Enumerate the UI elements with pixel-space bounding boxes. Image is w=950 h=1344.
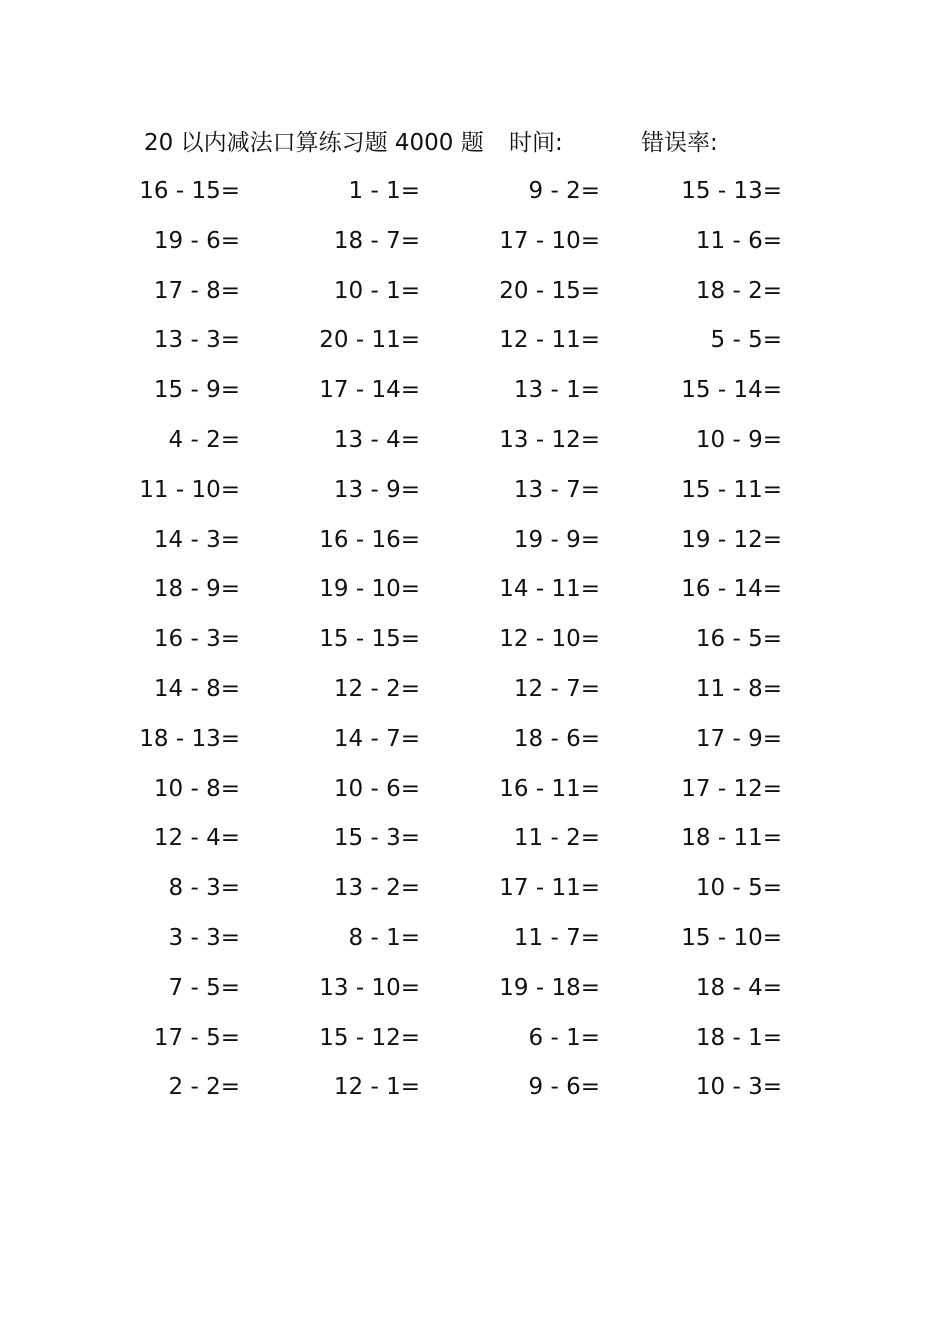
problem-item: 18 - 4= [695,974,782,1001]
problem-item: 3 - 3= [168,924,240,951]
problem-item: 18 - 2= [695,277,782,304]
problem-item: 18 - 1= [695,1024,782,1051]
problem-item: 16 - 3= [153,626,240,653]
problem-item: 17 - 14= [319,377,420,404]
problem-item: 12 - 2= [333,675,420,702]
problem-item: 17 - 5= [153,1024,240,1051]
problem-item: 7 - 5= [168,974,240,1001]
problem-item: 13 - 12= [499,426,600,453]
problem-row [0,224,950,274]
problem-item: 10 - 9= [695,426,782,453]
problem-row [0,1021,950,1071]
problem-item: 16 - 14= [681,576,782,603]
error-rate-label: 错误率: [641,130,718,156]
problem-item: 10 - 5= [695,875,782,902]
problem-item: 13 - 9= [333,476,420,503]
problem-item: 13 - 10= [319,974,420,1001]
problem-item: 16 - 15= [139,178,240,204]
problem-item: 10 - 6= [333,775,420,802]
problem-item: 5 - 5= [710,327,782,354]
problem-row [0,473,950,523]
problem-item: 18 - 7= [333,227,420,254]
problem-item: 14 - 7= [333,725,420,752]
problem-item: 8 - 3= [168,875,240,902]
problem-row [0,423,950,473]
problem-item: 12 - 1= [333,1074,420,1101]
problem-item: 14 - 8= [153,675,240,702]
problem-item: 20 - 11= [319,327,420,354]
problem-item: 15 - 14= [681,377,782,404]
problem-row [0,373,950,423]
problem-item: 13 - 2= [333,875,420,902]
problem-item: 15 - 15= [319,626,420,653]
problem-item: 13 - 3= [153,327,240,354]
problem-item: 15 - 13= [681,178,782,204]
problem-grid [0,174,950,1120]
problem-row [0,772,950,822]
problem-row [0,622,950,672]
worksheet-title: 20 以内减法口算练习题 4000 题 [144,130,484,156]
problem-item: 19 - 9= [513,526,600,553]
problem-item: 2 - 2= [168,1074,240,1101]
problem-item: 13 - 4= [333,426,420,453]
worksheet-header [0,126,950,160]
problem-item: 13 - 1= [513,377,600,404]
problem-item: 12 - 4= [153,825,240,852]
problem-item: 15 - 10= [681,924,782,951]
problem-row [0,871,950,921]
problem-item: 10 - 8= [153,775,240,802]
problem-row [0,672,950,722]
problem-item: 13 - 7= [513,476,600,503]
problem-item: 19 - 12= [681,526,782,553]
problem-row [0,323,950,373]
problem-item: 4 - 2= [168,426,240,453]
problem-item: 15 - 3= [333,825,420,852]
problem-item: 11 - 8= [695,675,782,702]
problem-item: 12 - 7= [513,675,600,702]
problem-item: 9 - 6= [528,1074,600,1101]
problem-item: 10 - 3= [695,1074,782,1101]
problem-item: 19 - 18= [499,974,600,1001]
problem-item: 20 - 15= [499,277,600,304]
problem-item: 11 - 7= [513,924,600,951]
problem-item: 15 - 11= [681,476,782,503]
problem-item: 16 - 16= [319,526,420,553]
problem-item: 17 - 12= [681,775,782,802]
problem-item: 12 - 11= [499,327,600,354]
problem-item: 17 - 11= [499,875,600,902]
problem-item: 17 - 10= [499,227,600,254]
problem-item: 14 - 11= [499,576,600,603]
problem-item: 18 - 11= [681,825,782,852]
problem-item: 6 - 1= [528,1024,600,1051]
problem-item: 15 - 12= [319,1024,420,1051]
problem-item: 18 - 6= [513,725,600,752]
time-label: 时间: [509,130,563,156]
problem-row [0,274,950,324]
problem-item: 9 - 2= [528,178,600,204]
problem-row [0,572,950,622]
problem-item: 16 - 5= [695,626,782,653]
problem-item: 14 - 3= [153,526,240,553]
problem-item: 1 - 1= [348,178,420,204]
problem-row [0,971,950,1021]
problem-row [0,821,950,871]
problem-item: 19 - 6= [153,227,240,254]
problem-item: 11 - 6= [695,227,782,254]
problem-item: 18 - 9= [153,576,240,603]
problem-row [0,921,950,971]
problem-item: 12 - 10= [499,626,600,653]
problem-item: 10 - 1= [333,277,420,304]
problem-item: 17 - 8= [153,277,240,304]
problem-row [0,174,950,224]
problem-item: 15 - 9= [153,377,240,404]
problem-row [0,523,950,573]
problem-item: 18 - 13= [139,725,240,752]
problem-row [0,722,950,772]
problem-item: 19 - 10= [319,576,420,603]
problem-item: 16 - 11= [499,775,600,802]
problem-item: 8 - 1= [348,924,420,951]
problem-row [0,1070,950,1120]
problem-item: 11 - 2= [513,825,600,852]
problem-item: 11 - 10= [139,476,240,503]
problem-item: 17 - 9= [695,725,782,752]
